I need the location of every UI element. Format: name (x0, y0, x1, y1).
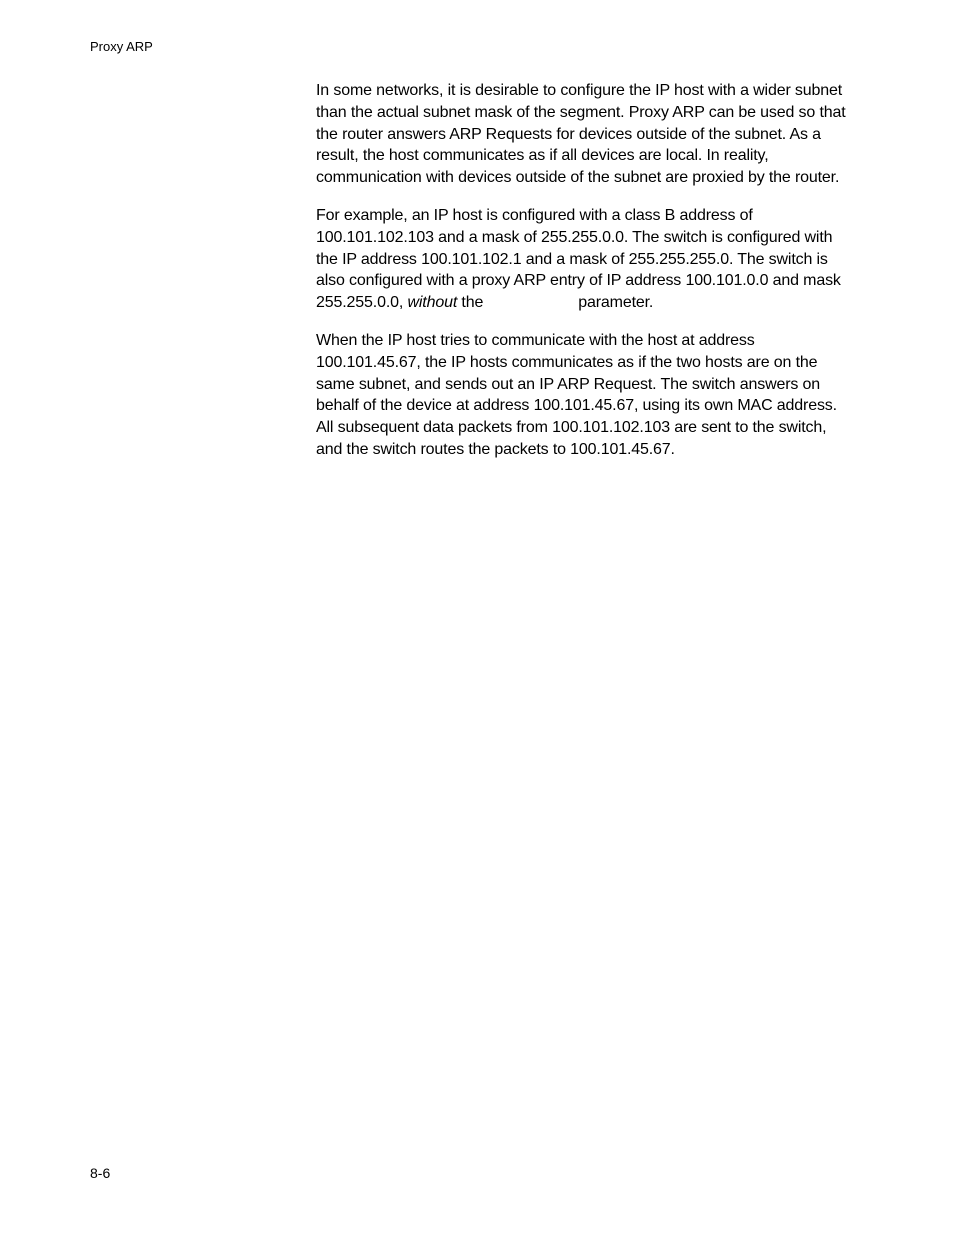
paragraph-communication: When the IP host tries to communicate with the host at address 100.101.45.67, the IP hosts communicates as if the two hosts are on the same subnet, and sends out an IP ARP Request. The switch answers on behalf of the device at address 100.101.45.67, using its own MAC address. All subsequent data packets from 100.101.102.103 are sent to the switch, and the switch routes the packets to 100.101.45.67. (316, 331, 837, 458)
body-text (316, 80, 856, 477)
paragraph-example (316, 205, 856, 314)
example-middle-text: the (461, 294, 484, 312)
emphasis-without: without (407, 294, 458, 312)
example-lead-text: For example, an IP host is configured with a class B address of 100.101.102.103 and a mask of 255.255.0.0. The switch is configured with the IP address 100.101.102.1 and a mask of 255.255.255.0. The switch is also configured with a proxy ARP entry of IP address 100.101.0.0 and mask 255.255.0.0, (316, 206, 841, 312)
running-header: Proxy ARP (90, 39, 153, 54)
paragraph-subnet-intro: In some networks, it is desirable to configure the IP host with a wider subnet than the actual subnet mask of the segment. Proxy ARP can be used so that the router answers ARP Requests for devices outside of the subnet. As a result, the host communicates as if all devices are local. In reality, communication with devices outside of the subnet are proxied by the router. (316, 82, 846, 187)
page-number: 8-6 (90, 1165, 111, 1181)
example-tail-text: parameter. (578, 294, 654, 312)
